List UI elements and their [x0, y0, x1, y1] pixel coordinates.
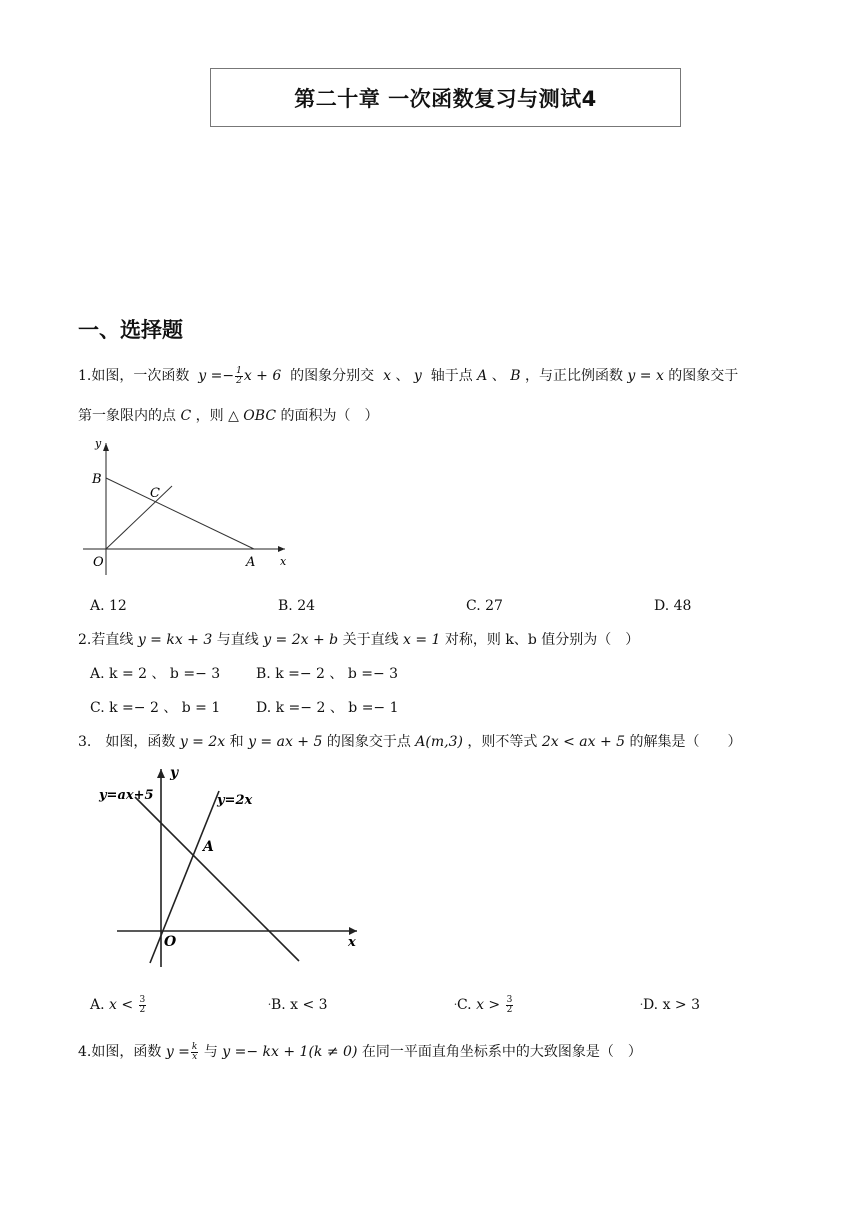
- q1-line-AB: [106, 478, 254, 549]
- q1-option-c[interactable]: C. 27: [466, 598, 503, 614]
- q1-label-B: B: [92, 472, 102, 487]
- q4-stem: 4.如图，函数 y = $\frac{k}{x}$ 与 y =− kx + 1(k ≠ 0) 在同一平面直角坐标系中的大致图象是（ ）: [78, 1041, 642, 1062]
- q3-y-arrow: [157, 769, 165, 778]
- q3-option-d[interactable]: •D. x > 3: [640, 997, 701, 1013]
- q3-figure: [95, 763, 365, 975]
- q1-option-b[interactable]: B. 24: [278, 598, 316, 614]
- q3-label-O: O: [164, 934, 177, 950]
- q3-option-a[interactable]: A. x < $\frac{3}{2}$: [90, 994, 146, 1015]
- q4-equation: y = $\frac{k}{x}$: [165, 1041, 198, 1062]
- q3-line-ax5: [135, 797, 299, 961]
- q1-text: 1.如图，一次函数: [78, 368, 190, 384]
- page-title: 第二十章 一次函数复习与测试4: [294, 86, 597, 111]
- q2-option-a[interactable]: A. k = 2 、 b =− 3: [90, 666, 221, 682]
- q2-stem: 2.若直线 y = kx + 3 与直线 y = 2x + b 关于直线 x = 1 对称，则 k、b 值分别为（ ）: [78, 632, 640, 648]
- q1-figure: [78, 435, 298, 575]
- q1-option-d[interactable]: D. 48: [654, 598, 692, 614]
- q1-label-y: y: [95, 437, 102, 450]
- q1-label-C: C: [150, 486, 160, 501]
- q2-option-b[interactable]: B. k =− 2 、 b =− 3: [256, 666, 399, 682]
- q2-option-d[interactable]: D. k =− 2 、 b =− 1: [256, 700, 399, 716]
- q1-line1: 1.如图，一次函数 y =− $\frac{1}{2}$ x + 6 的图象分别交 x 、 y 轴于点 A 、 B ，与正比例函数 y = x 的图象交于: [78, 365, 739, 386]
- q1-label-x: x: [280, 555, 287, 568]
- q1-label-A: A: [246, 555, 256, 570]
- q3-label-line1: y=ax+5: [99, 788, 154, 803]
- q1-equation: y =− $\frac{1}{2}$ x + 6: [198, 365, 282, 386]
- q1-label-O: O: [93, 555, 104, 570]
- q3-x-arrow: [349, 927, 357, 935]
- q2-option-c[interactable]: C. k =− 2 、 b = 1: [90, 700, 221, 716]
- q1-line-OC: [106, 486, 172, 549]
- q3-stem: 3. 如图，函数 y = 2x 和 y = ax + 5 的图象交于点 A(m,3) ，则不等式 2x < ax + 5 的解集是（ ）: [78, 734, 742, 750]
- q3-option-c[interactable]: •C. x > $\frac{3}{2}$: [454, 994, 513, 1015]
- q1-option-a[interactable]: A. 12: [90, 598, 127, 614]
- q3-label-A: A: [203, 839, 214, 855]
- q3-option-b[interactable]: •B. x < 3: [268, 997, 328, 1013]
- q1-x-arrow: [278, 546, 285, 552]
- q1-line2: 第一象限内的点 C ，则 △ OBC 的面积为（ ）: [78, 408, 379, 424]
- q3-label-x: x: [348, 935, 356, 950]
- q1-y-arrow: [103, 443, 109, 451]
- title-box: [210, 68, 681, 127]
- q3-label-y: y: [170, 765, 179, 781]
- q3-label-line2: y=2x: [217, 793, 253, 808]
- section-heading: 一、选择题: [78, 318, 183, 342]
